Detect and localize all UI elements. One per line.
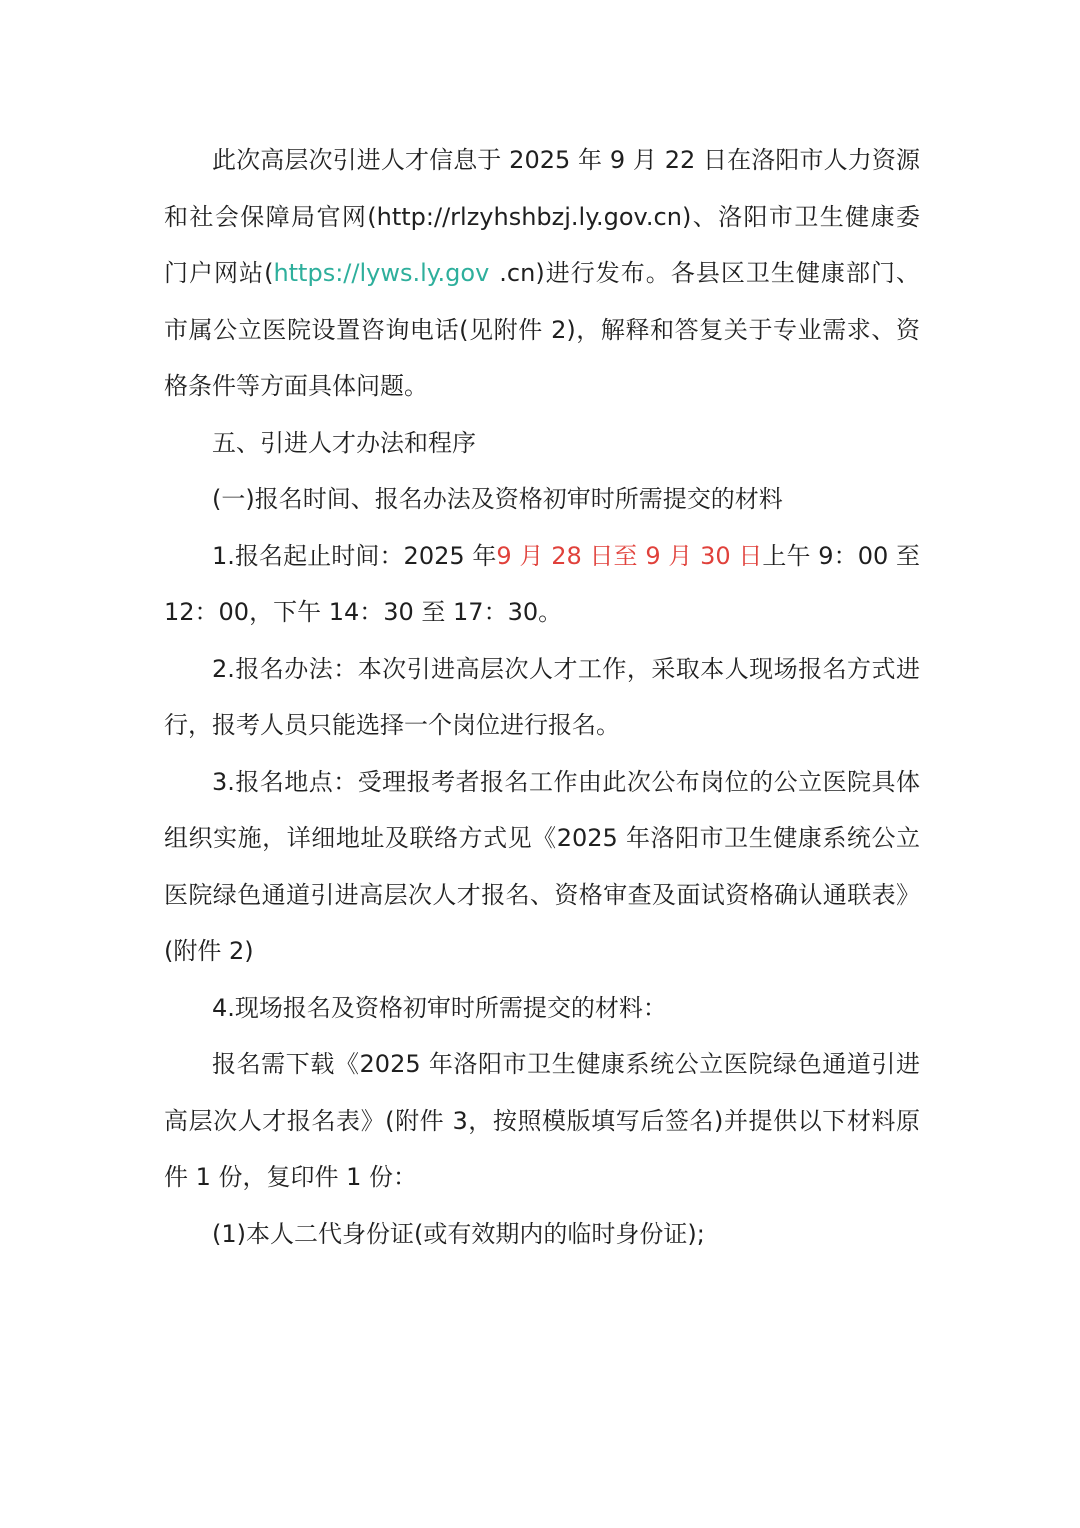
publication-text-middle: )、洛阳市卫生健康委门户网站(: [164, 202, 920, 287]
hrss-url: http://rlzyhshbzj.ly.gov.cn: [376, 202, 682, 231]
item-required-materials: 4.现场报名及资格初审时所需提交的材料：: [212, 993, 667, 1022]
health-commission-link[interactable]: https://lyws.ly.gov: [273, 259, 490, 287]
publication-text-end: )进行发布。各县区卫生健康部门、市属公立医院设置咨询电话(见附件 2)，解释和答复关于专业需求、资格条件等方面具体问题。: [164, 259, 920, 400]
item-registration-location: 3.报名地点：受理报考者报名工作由此次公布岗位的公立医院具体组织实施，详细地址及联络方式见《2025 年洛阳市卫生健康系统公立医院绿色通道引进高层次人才报名、资格审查及面试资格确认通联表》(附件 2): [164, 767, 920, 965]
paragraph-download-form: 报名需下载《2025 年洛阳市卫生健康系统公立医院绿色通道引进高层次人才报名表》(附件 3，按照模版填写后签名)并提供以下材料原件 1 份，复印件 1 份：: [164, 1050, 920, 1191]
document-body: [164, 132, 920, 1262]
publication-text-start: 此次高层次引进人才信息于 2025 年 9 月 22 日在洛阳市人力资源和社会保障局官网(: [164, 146, 920, 231]
health-commission-url-tail: .cn: [499, 259, 536, 287]
registration-time-suffix: 上午 9：00 至 12：00，下午 14：30 至 17：30。: [164, 541, 920, 626]
item-registration-method: 2.报名办法：本次引进高层次人才工作，采取本人现场报名方式进行，报考人员只能选择一个岗位进行报名。: [164, 654, 920, 739]
registration-date-highlight: 9 月 28 日至 9 月 30 日: [496, 541, 763, 570]
item-registration-time: [164, 528, 920, 641]
section-heading-5: 五、引进人才办法和程序: [212, 428, 476, 457]
list-item-id-card: (1)本人二代身份证(或有效期内的临时身份证);: [212, 1219, 705, 1248]
paragraph-publication-info: [164, 132, 920, 415]
subsection-heading-1: (一)报名时间、报名办法及资格初审时所需提交的材料: [212, 485, 783, 513]
registration-time-prefix: 1.报名起止时间：2025 年: [212, 541, 497, 570]
